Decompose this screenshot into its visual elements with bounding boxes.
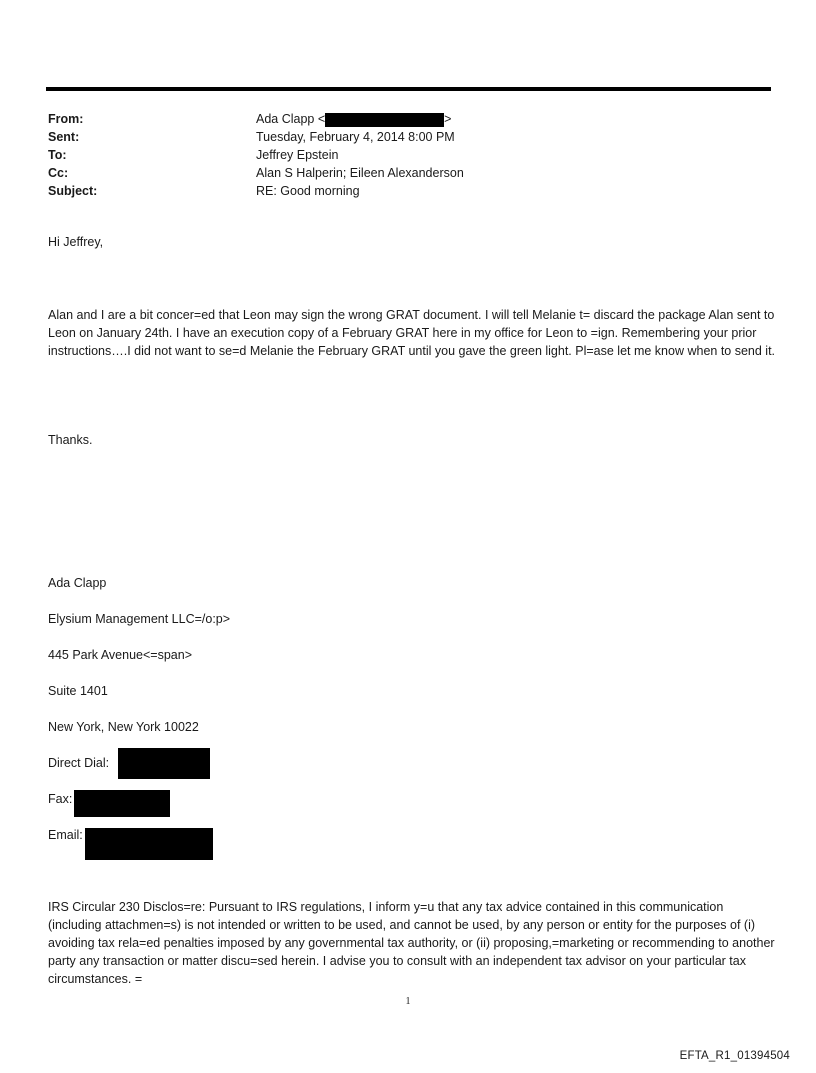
subject-label: Subject: [48,184,98,198]
from-name: Ada Clapp < [256,112,326,126]
signature-address-line-1: 445 Park Avenue<=span> [48,648,192,662]
from-value [256,110,451,128]
thanks: Thanks. [48,433,93,447]
subject-value: RE: Good morning [256,184,360,198]
signature-direct-dial [48,754,109,772]
cc-value: Alan S Halperin; Eileen Alexanderson [256,166,464,180]
redacted-email-signature [85,828,213,860]
sent-row [48,128,464,146]
signature-email [48,826,83,844]
signature-address-line-2: Suite 1401 [48,684,108,698]
email-header [48,110,464,200]
to-value: Jeffrey Epstein [256,148,339,162]
signature-company: Elysium Management LLC=/o:p> [48,612,231,626]
header-divider [46,87,771,91]
signature-city: New York, New York 10022 [48,720,199,734]
from-close: > [444,112,452,126]
cc-row [48,164,464,182]
to-row [48,146,464,164]
direct-dial-label: Direct Dial: [48,756,110,770]
sent-value: Tuesday, February 4, 2014 8:00 PM [256,130,455,144]
fax-label: Fax: [48,792,73,806]
sent-label: Sent: [48,130,80,144]
irs-disclaimer: IRS Circular 230 Disclos=re: Pursuant to IRS regulations, I inform y=u that any tax advice contained in this communication (including attachmen=s) is not intended or written to be used, and cannot be used, by any person or entity for the purposes of (i) avoiding tax rela=ed penalties imposed by any governmental tax authority, or (ii) proposing,=marketing or recommending to another party any transaction or matter discu=sed herein. I advise you to consult with an independent tax advisor on your particular tax circumstances. = [48,900,775,986]
email-label: Email: [48,828,83,842]
page-number: 1 [405,996,411,1007]
redacted-fax [74,790,170,817]
signature-name: Ada Clapp [48,576,107,590]
body-paragraph: Alan and I are a bit concer=ed that Leon may sign the wrong GRAT document. I will tell Melanie t= discard the package Alan sent to Leon on January 24th. I have an execution copy of a February GRAT here in my office for Leon to =ign. Remembering your prior instructions….I did not want to se=d Melanie the February GRAT until you gave the green light. Pl=ase let me know when to send it. [48,308,776,358]
redacted-email [325,113,444,127]
from-label: From: [48,112,84,126]
subject-row [48,182,464,200]
from-row [48,110,464,128]
to-label: To: [48,148,67,162]
redacted-direct-dial [118,748,210,779]
cc-label: Cc: [48,166,69,180]
document-id: EFTA_R1_01394504 [679,1050,790,1062]
signature-fax [48,790,72,808]
greeting: Hi Jeffrey, [48,235,104,249]
